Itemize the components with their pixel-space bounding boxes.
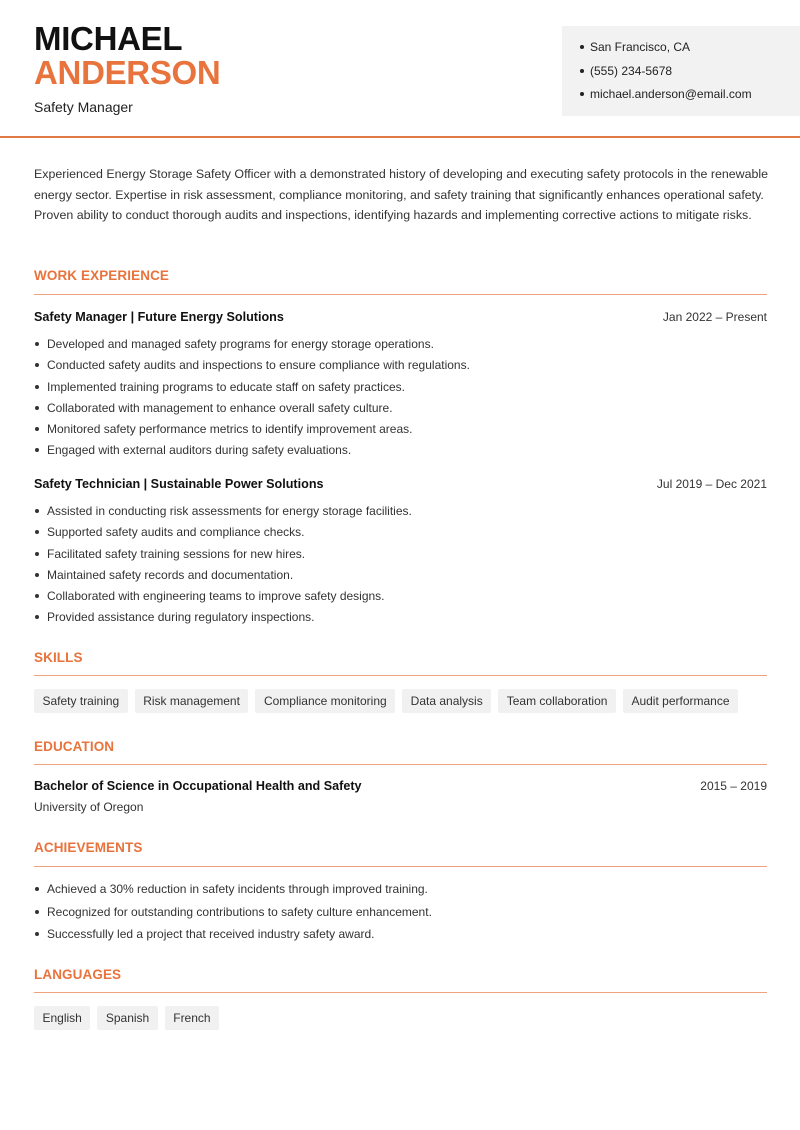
- list-item: Achieved a 30% reduction in safety incidents through improved training.: [34, 881, 432, 904]
- language-chip: English: [34, 1006, 90, 1030]
- last-name: ANDERSON: [34, 54, 221, 91]
- language-chip: French: [165, 1006, 219, 1030]
- summary: Experienced Energy Storage Safety Officer with a demonstrated history of developing and executing safety protocols in the renewable energy sector. Expertise in risk assessment, compliance monitoring, and safety training that significantly enhances operational safety. Proven ability to conduct thorough audits and inspections, identifying hazards and implementing corrective actions to mitigate risks.: [34, 167, 768, 223]
- languages-list: [34, 1006, 219, 1030]
- list-item: Engaged with external auditors during safety evaluations.: [34, 442, 470, 463]
- list-item: Recognized for outstanding contributions to safety culture enhancement.: [34, 904, 432, 927]
- skill-chip: Data analysis: [402, 689, 491, 713]
- contact-phone: (555) 234-5678: [580, 63, 800, 87]
- skill-chip: Safety training: [34, 689, 128, 713]
- section-divider: [34, 992, 767, 993]
- job-dates: Jul 2019 – Dec 2021: [656, 477, 767, 491]
- job-dates: Jan 2022 – Present: [662, 310, 767, 324]
- job-title: Safety Manager | Future Energy Solutions: [34, 310, 284, 324]
- section-title-achievements: ACHIEVEMENTS: [34, 840, 143, 855]
- skill-chip: Team collaboration: [498, 689, 616, 713]
- candidate-name: [34, 22, 220, 90]
- list-item: Collaborated with engineering teams to improve safety designs.: [34, 588, 412, 609]
- list-item: Conducted safety audits and inspections to ensure compliance with regulations.: [34, 357, 470, 378]
- list-item: Monitored safety performance metrics to identify improvement areas.: [34, 421, 470, 442]
- section-divider: [34, 764, 767, 765]
- job-role: Safety Manager: [34, 99, 133, 115]
- list-item: Successfully led a project that received industry safety award.: [34, 926, 432, 949]
- section-title-skills: SKILLS: [34, 650, 83, 665]
- skill-chip: Risk management: [135, 689, 249, 713]
- section-divider: [34, 866, 767, 867]
- list-item: Collaborated with management to enhance overall safety culture.: [34, 400, 470, 421]
- section-divider: [34, 675, 767, 676]
- school-name: University of Oregon: [34, 800, 144, 814]
- achievement-list: [34, 881, 432, 949]
- contact-email[interactable]: michael.anderson@email.com: [580, 86, 800, 110]
- contact-box: [562, 26, 800, 116]
- skill-chip: Audit performance: [623, 689, 738, 713]
- list-item: Assisted in conducting risk assessments for energy storage facilities.: [34, 503, 412, 524]
- list-item: Supported safety audits and compliance checks.: [34, 524, 412, 545]
- section-title-work: WORK EXPERIENCE: [34, 268, 170, 283]
- job-bullets: [34, 336, 470, 464]
- section-title-education: EDUCATION: [34, 739, 115, 754]
- degree-title: Bachelor of Science in Occupational Health and Safety: [34, 779, 362, 793]
- skills-list: [34, 689, 738, 713]
- list-item: Provided assistance during regulatory inspections.: [34, 609, 412, 630]
- list-item: Developed and managed safety programs for energy storage operations.: [34, 336, 470, 357]
- section-title-languages: LANGUAGES: [34, 967, 122, 982]
- first-name: MICHAEL: [34, 20, 183, 57]
- contact-location: San Francisco, CA: [580, 39, 800, 63]
- language-chip: Spanish: [97, 1006, 157, 1030]
- list-item: Implemented training programs to educate staff on safety practices.: [34, 379, 470, 400]
- job-title: Safety Technician | Sustainable Power Solutions: [34, 477, 324, 491]
- education-dates: 2015 – 2019: [700, 779, 767, 793]
- resume-header: [0, 0, 800, 138]
- section-divider: [34, 294, 767, 295]
- skill-chip: Compliance monitoring: [255, 689, 395, 713]
- list-item: Maintained safety records and documentation.: [34, 567, 412, 588]
- list-item: Facilitated safety training sessions for new hires.: [34, 546, 412, 567]
- job-bullets: [34, 503, 412, 631]
